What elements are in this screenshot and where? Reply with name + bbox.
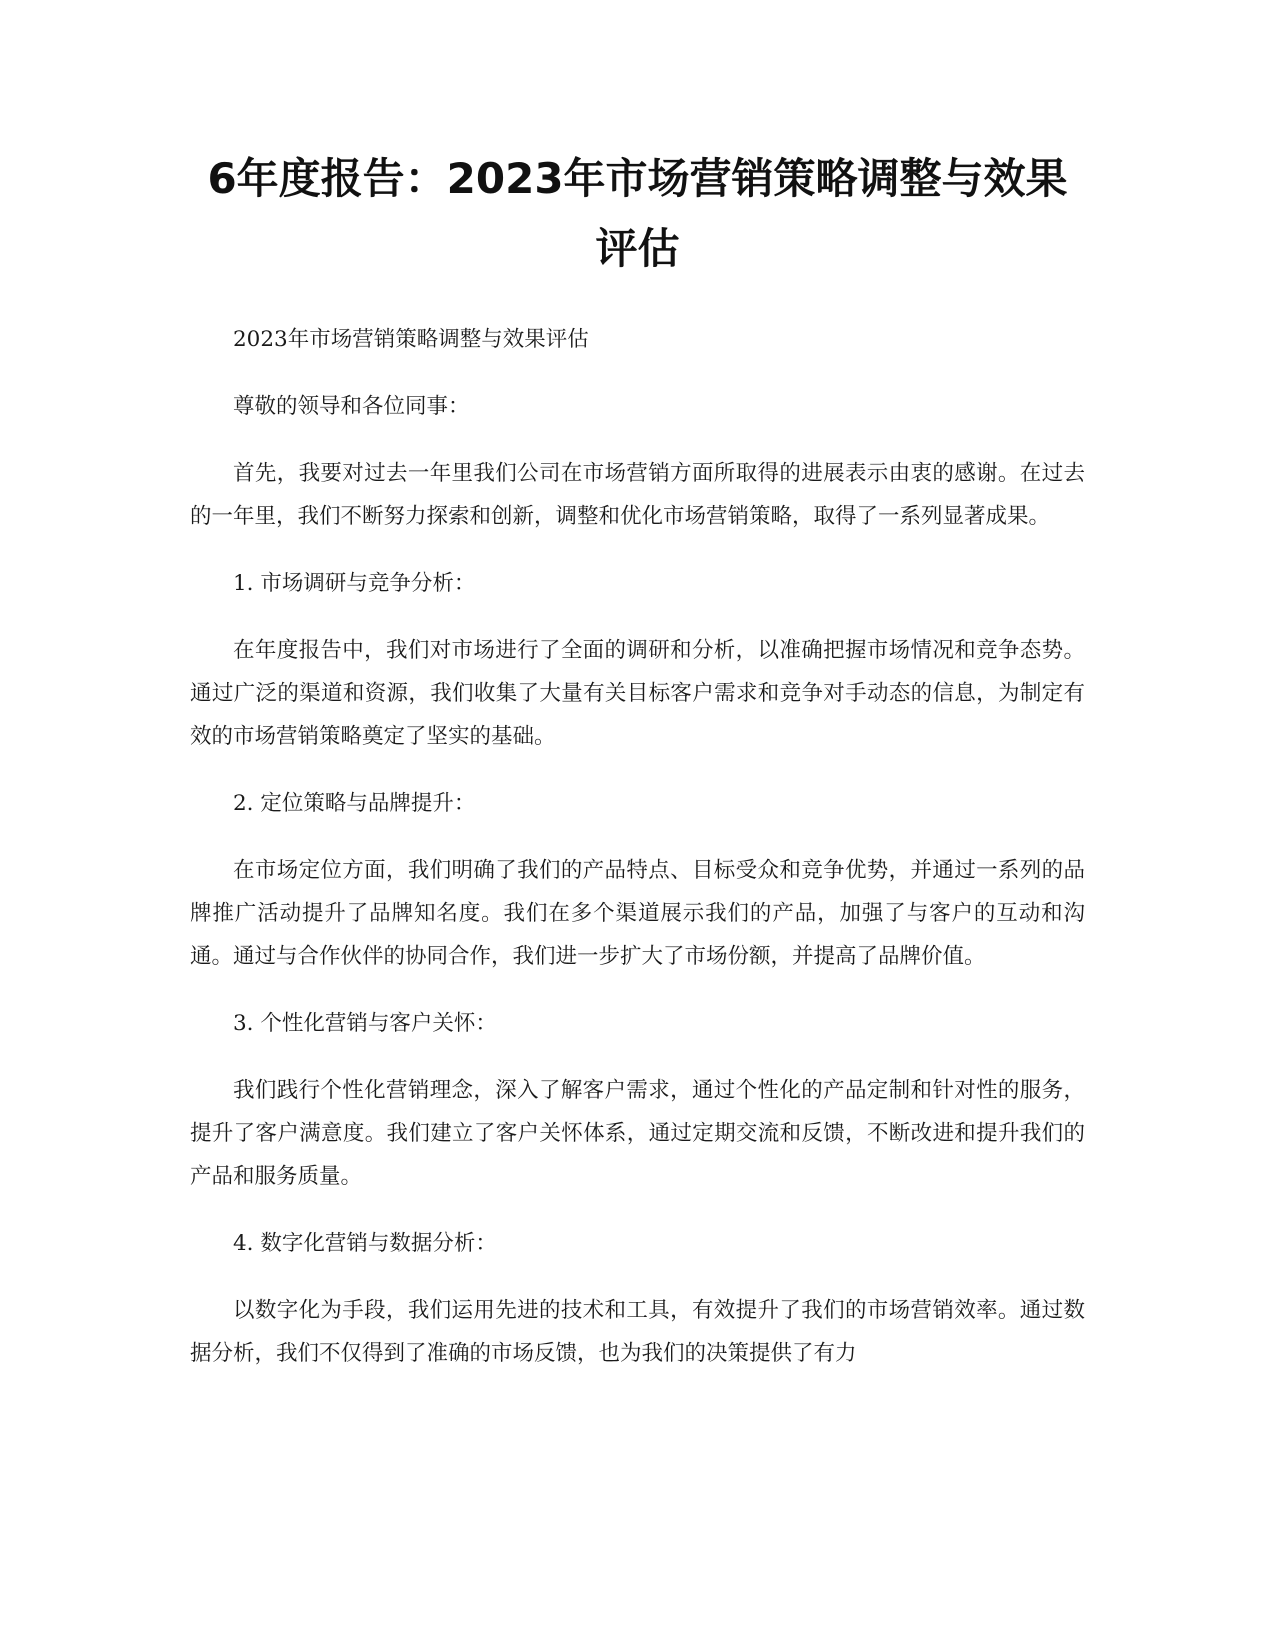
section-body-4: 以数字化为手段，我们运用先进的技术和工具，有效提升了我们的市场营销效率。通过数据分析，我们不仅得到了准确的市场反馈，也为我们的决策提供了有力: [190, 1298, 1085, 1366]
salutation-paragraph: 尊敬的领导和各位同事：: [233, 394, 470, 419]
document-title: 6年度报告：2023年市场营销策略调整与效果评估: [207, 154, 1068, 273]
section-heading-1: 1. 市场调研与竞争分析：: [233, 571, 476, 596]
intro-paragraph: 首先，我要对过去一年里我们公司在市场营销方面所取得的进展表示由衷的感谢。在过去的一年里，我们不断努力探索和创新，调整和优化市场营销策略，取得了一系列显著成果。: [190, 461, 1085, 529]
document-body: [190, 318, 1085, 1399]
section-heading-2: 2. 定位策略与品牌提升：: [233, 791, 476, 816]
section-heading-3: 3. 个性化营销与客户关怀：: [233, 1011, 497, 1036]
section-body-1: 在年度报告中，我们对市场进行了全面的调研和分析，以准确把握市场情况和竞争态势。通过广泛的渠道和资源，我们收集了大量有关目标客户需求和竞争对手动态的信息，为制定有效的市场营销策略奠定了坚实的基础。: [190, 638, 1085, 749]
section-body-3: 我们践行个性化营销理念，深入了解客户需求，通过个性化的产品定制和针对性的服务，提升了客户满意度。我们建立了客户关怀体系，通过定期交流和反馈，不断改进和提升我们的产品和服务质量。: [190, 1078, 1085, 1189]
section-heading-4: 4. 数字化营销与数据分析：: [233, 1231, 497, 1256]
subtitle-paragraph: 2023年市场营销策略调整与效果评估: [233, 327, 589, 352]
section-body-2: 在市场定位方面，我们明确了我们的产品特点、目标受众和竞争优势，并通过一系列的品牌推广活动提升了品牌知名度。我们在多个渠道展示我们的产品，加强了与客户的互动和沟通。通过与合作伙伴的协同合作，我们进一步扩大了市场份额，并提高了品牌价值。: [190, 858, 1085, 969]
